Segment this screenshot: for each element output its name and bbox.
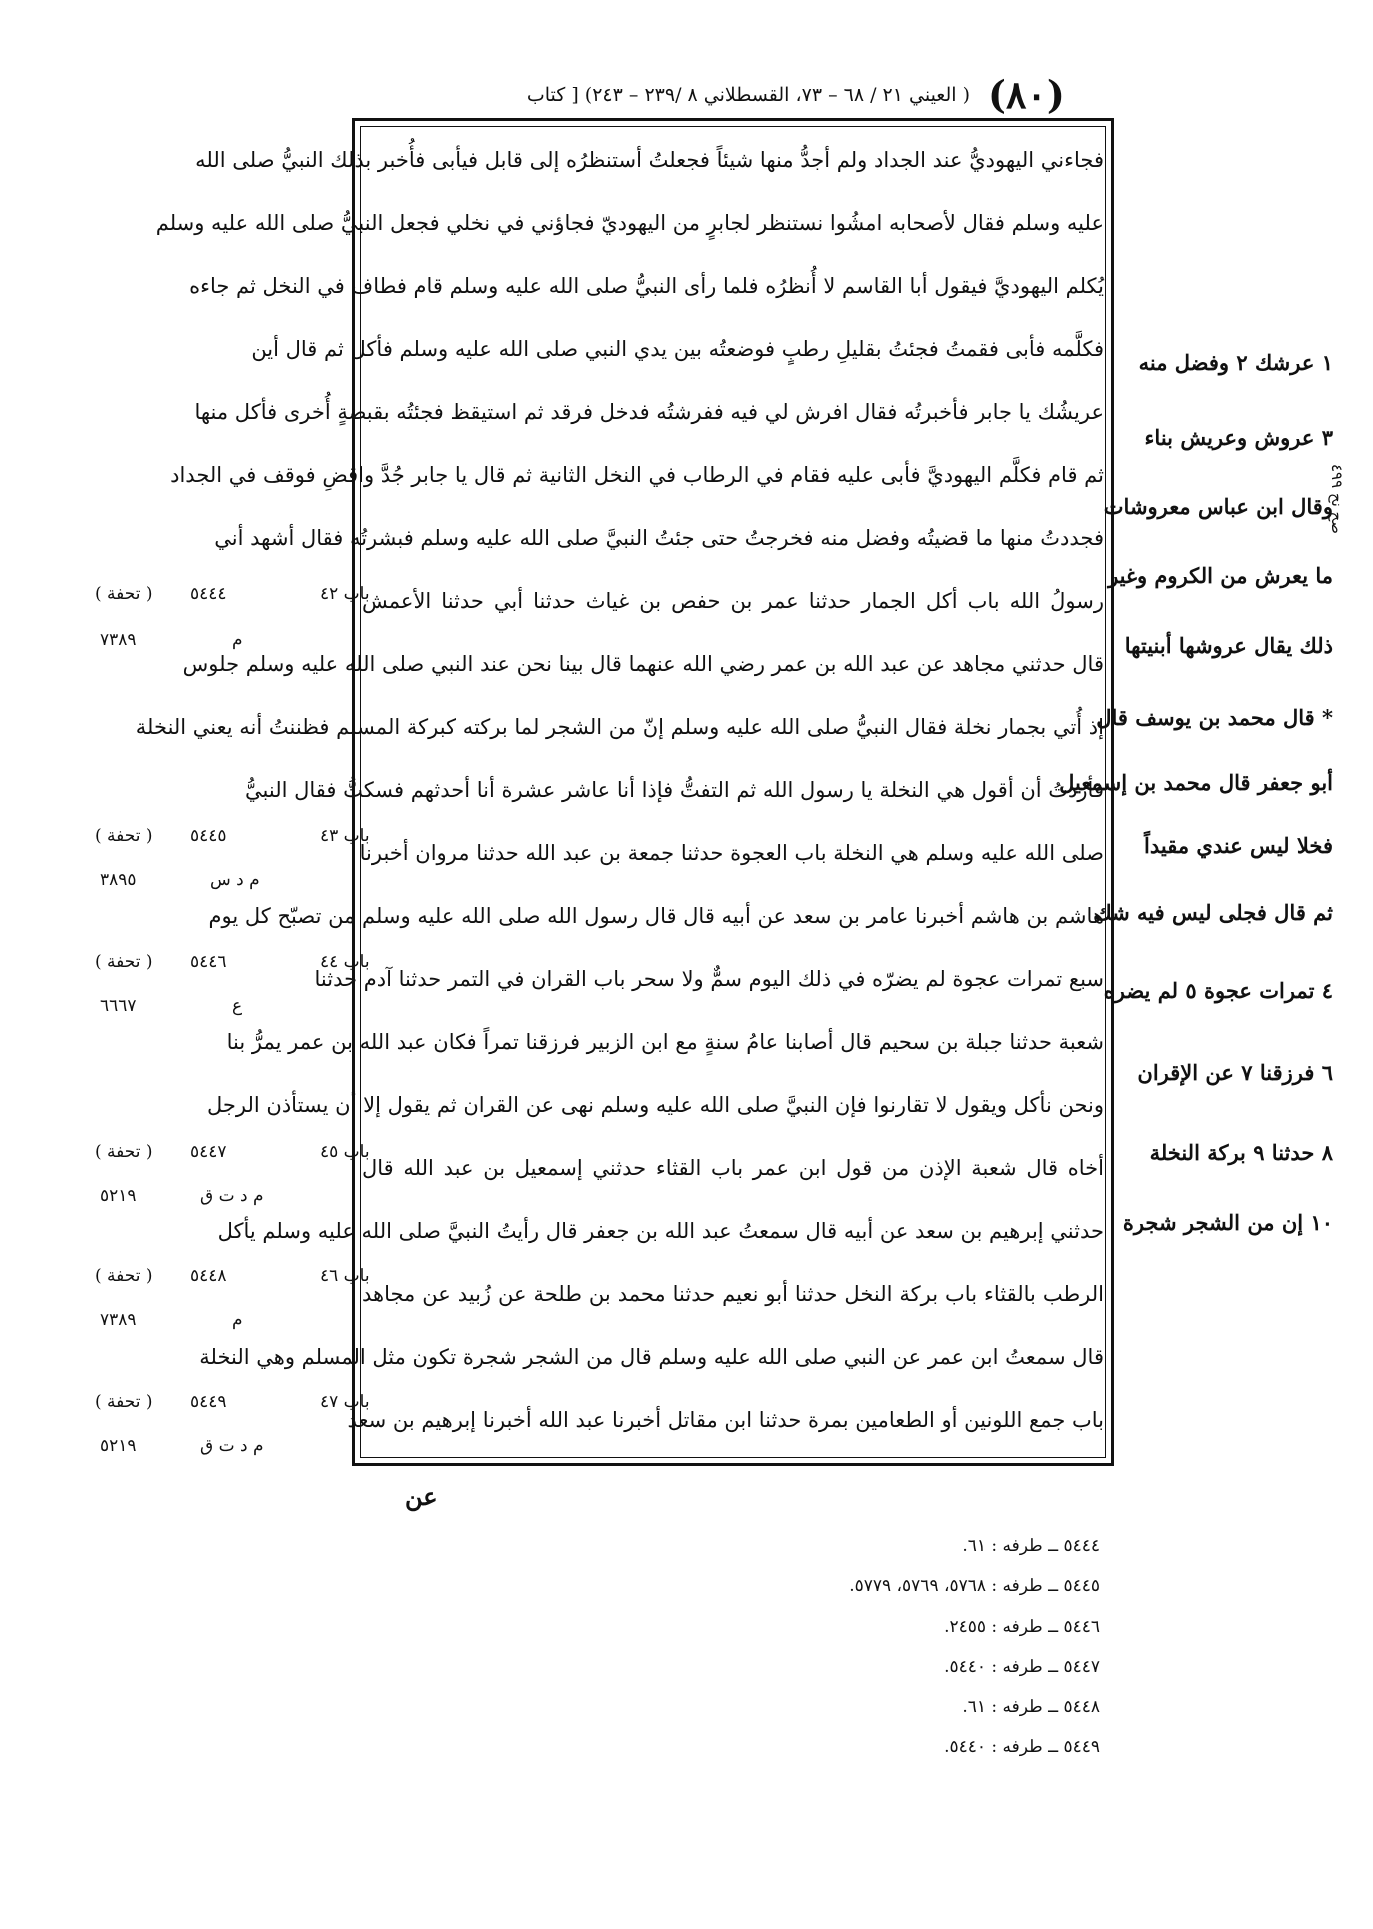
footnote: ٥٤٤٤ ــ طرفه : ٦١. [962, 1536, 1100, 1556]
ref-number: ٥٤٤٥ [190, 826, 227, 846]
ref-sigla: م د س [210, 870, 260, 890]
ref-code: ٥٢١٩ [100, 1186, 137, 1206]
main-text-line: شعبة حدثنا جبلة بن سحيم قال أصابنا عامُ سنةٍ مع ابن الزبير فرزقنا تمراً فكان عبد الله بن عمر يمرُّ بنا [226, 1030, 1104, 1054]
margin-gloss: ما يعرش من الكروم وغير [1108, 563, 1333, 588]
ref-sigla: م [232, 630, 243, 650]
margin-gloss: ذلك يقال عروشها أبنيتها [1124, 633, 1333, 658]
margin-gloss: * قال محمد بن يوسف قال [1096, 705, 1333, 730]
main-text-line: يُكلم اليهوديَّ فيقول أبا القاسم لا أُنظرُه فلما رأى النبيُّ صلى الله عليه وسلم قام فطاف في النخل ثم جاءه [189, 274, 1104, 298]
ref-tuhfa: ( تحفة ) [95, 1266, 153, 1286]
margin-gloss: ٨ حدثنا ٩ بركة النخلة [1149, 1140, 1333, 1165]
margin-gloss: ثم قال فجلى ليس فيه شك [1094, 900, 1333, 925]
main-text-line: سبع تمرات عجوة لم يضرّه في ذلك اليوم سمٌّ ولا سحر باب القران في التمر حدثنا آدم حدثنا [314, 967, 1104, 991]
margin-gloss: ١٠ إن من الشجر شجرة [1122, 1210, 1333, 1235]
main-text-line: ونحن نأكل ويقول لا تقارنوا فإن النبيَّ صلى الله عليه وسلم نهى عن القران ثم يقول إلا أن يستأذن الرجل [207, 1093, 1104, 1117]
margin-gloss: فخلا ليس عندي مقيداً [1144, 833, 1333, 858]
ref-bab: باب ٤٥ [320, 1142, 370, 1162]
margin-gloss: أبو جعفر قال محمد بن إسمعيل [1059, 770, 1333, 795]
ref-number: ٥٤٤٤ [190, 584, 227, 604]
ref-sigla: م د ت ق [200, 1186, 264, 1206]
footnote: ٥٤٤٨ ــ طرفه : ٦١. [962, 1697, 1100, 1717]
margin-gloss: ٣ عروش وعريش بناء [1144, 425, 1333, 450]
main-text-line: إذ أُتي بجمار نخلة فقال النبيُّ صلى الله عليه وسلم إنّ من الشجر لما بركته كبركة المسلم فظننتُ أنه يعني النخلة [135, 715, 1104, 739]
ref-code: ٧٣٨٩ [100, 1310, 137, 1330]
footnote: ٥٤٤٩ ــ طرفه : ٥٤٤٠. [944, 1737, 1100, 1757]
main-text-line: ثم قام فكلَّم اليهوديَّ فأبى عليه فقام في الرطاب في النخل الثانية ثم قال يا جابر جُدَّ واقضِ فوقف في الجداد [170, 463, 1104, 487]
main-text-line: الرطب بالقثاء باب بركة النخل حدثنا أبو نعيم حدثنا محمد بن طلحة عن زُبيد عن مجاهد [362, 1282, 1104, 1306]
ref-code: ٣٨٩٥ [100, 870, 137, 890]
ref-bab: باب ٤٣ [320, 826, 370, 846]
running-head: ( العيني ٢١ / ٦٨ – ٧٣، القسطلاني ٨ /٢٣٩ – ٢٤٣) [ كتاب [526, 84, 970, 106]
ref-tuhfa: ( تحفة ) [95, 826, 153, 846]
main-text-line: فأردتُ أن أقول هي النخلة يا رسول الله ثم التفتُّ فإذا أنا عاشر عشرة أنا أحدثهم فسكتُّ فقال النبيُّ [245, 778, 1104, 802]
main-text-line: قال حدثني مجاهد عن عبد الله بن عمر رضي الله عنهما قال بينا نحن عند النبي صلى الله عليه وسلم جلوس [182, 652, 1104, 676]
footnote: ٥٤٤٧ ــ طرفه : ٥٤٤٠. [944, 1657, 1100, 1677]
main-text-line: رسولُ الله باب أكل الجمار حدثنا عمر بن حفص بن غياث حدثنا أبي حدثنا الأعمش [362, 589, 1104, 613]
ref-code: ٥٢١٩ [100, 1436, 137, 1456]
ref-number: ٥٤٤٧ [190, 1142, 227, 1162]
ref-number: ٥٤٤٩ [190, 1392, 227, 1412]
catchword: عن [405, 1482, 438, 1511]
ref-number: ٥٤٤٨ [190, 1266, 227, 1286]
ref-bab: باب ٤٢ [320, 584, 370, 604]
main-text-line: باب جمع اللونين أو الطعامين بمرة حدثنا ابن مقاتل أخبرنا عبد الله أخبرنا إبرهيم بن سعد [347, 1408, 1104, 1432]
ref-tuhfa: ( تحفة ) [95, 584, 153, 604]
ref-bab: باب ٤٧ [320, 1392, 370, 1412]
page-number: (٨٠) [988, 72, 1065, 117]
ref-sigla: ع [232, 996, 243, 1016]
main-text-line: قال سمعتُ ابن عمر عن النبي صلى الله عليه وسلم قال من الشجر شجرة تكون مثل المسلم وهي النخلة [199, 1345, 1104, 1369]
ref-bab: باب ٤٤ [320, 952, 370, 972]
main-text-line: حدثني إبرهيم بن سعد عن أبيه قال سمعتُ عبد الله بن جعفر قال رأيتُ النبيَّ صلى الله عليه وسلم يأكل [217, 1219, 1104, 1243]
main-text-line: أخاه قال شعبة الإذن من قول ابن عمر باب القثاء حدثني إسمعيل بن عبد الله قال [362, 1156, 1104, 1180]
main-text-line: فكلَّمه فأبى فقمتُ فجئتُ بقليلِ رطبٍ فوضعتُه بين يدي النبي صلى الله عليه وسلم فأكل ثم قال أين [251, 337, 1104, 361]
ref-number: ٥٤٤٦ [190, 952, 227, 972]
ref-tuhfa: ( تحفة ) [95, 1142, 153, 1162]
ref-sigla: م د ت ق [200, 1436, 264, 1456]
main-text-line: صلى الله عليه وسلم هي النخلة باب العجوة حدثنا جمعة بن عبد الله حدثنا مروان أخبرنا [359, 841, 1104, 865]
ref-tuhfa: ( تحفة ) [95, 1392, 153, 1412]
footnote: ٥٤٤٥ ــ طرفه : ٥٧٦٨، ٥٧٦٩، ٥٧٧٩. [849, 1576, 1100, 1596]
main-text-line: فجددتُ منها ما قضيتُه وفضل منه فخرجتُ حتى جئتُ النبيَّ صلى الله عليه وسلم فبشرتُه فقال أشهد أني [214, 526, 1104, 550]
ref-code: ٧٣٨٩ [100, 630, 137, 650]
margin-gloss: ٦ فرزقنا ٧ عن الإقران [1137, 1060, 1333, 1085]
main-text-line: عريشُك يا جابر فأخبرتُه فقال افرش لي فيه ففرشتُه فدخل فرقد ثم استيقظ فجئتُه بقبضةٍ أُخرى فأكل منها [194, 400, 1104, 424]
ref-code: ٦٦٦٧ [100, 996, 137, 1016]
main-text-line: عليه وسلم فقال لأصحابه امشُوا نستنظر لجابرٍ من اليهوديّ فجاؤني في نخلي فجعل النبيُّ صلى الله عليه وسلم [155, 211, 1104, 235]
margin-gloss: وقال ابن عباس معروشات [1103, 494, 1333, 519]
main-text-line: هاشم بن هاشم أخبرنا عامر بن سعد عن أبيه قال قال رسول الله صلى الله عليه وسلم من تصبّح كل يوم [208, 904, 1104, 928]
margin-gloss: ١ عرشك ٢ وفضل منه [1138, 350, 1333, 375]
ref-bab: باب ٤٦ [320, 1266, 370, 1286]
margin-gloss: ٤ تمرات عجوة ٥ لم يضره [1103, 978, 1333, 1003]
ref-tuhfa: ( تحفة ) [95, 952, 153, 972]
side-note: صح نح ٤٩٩ [1328, 464, 1346, 534]
main-text-line: فجاءني اليهوديُّ عند الجداد ولم أجدُّ منها شيئاً فجعلتُ أستنظرُه إلى قابل فيأبى فأُخبر بذلك النبيُّ صلى الله [195, 148, 1104, 172]
footnote: ٥٤٤٦ ــ طرفه : ٢٤٥٥. [944, 1617, 1100, 1637]
ref-sigla: م [232, 1310, 243, 1330]
